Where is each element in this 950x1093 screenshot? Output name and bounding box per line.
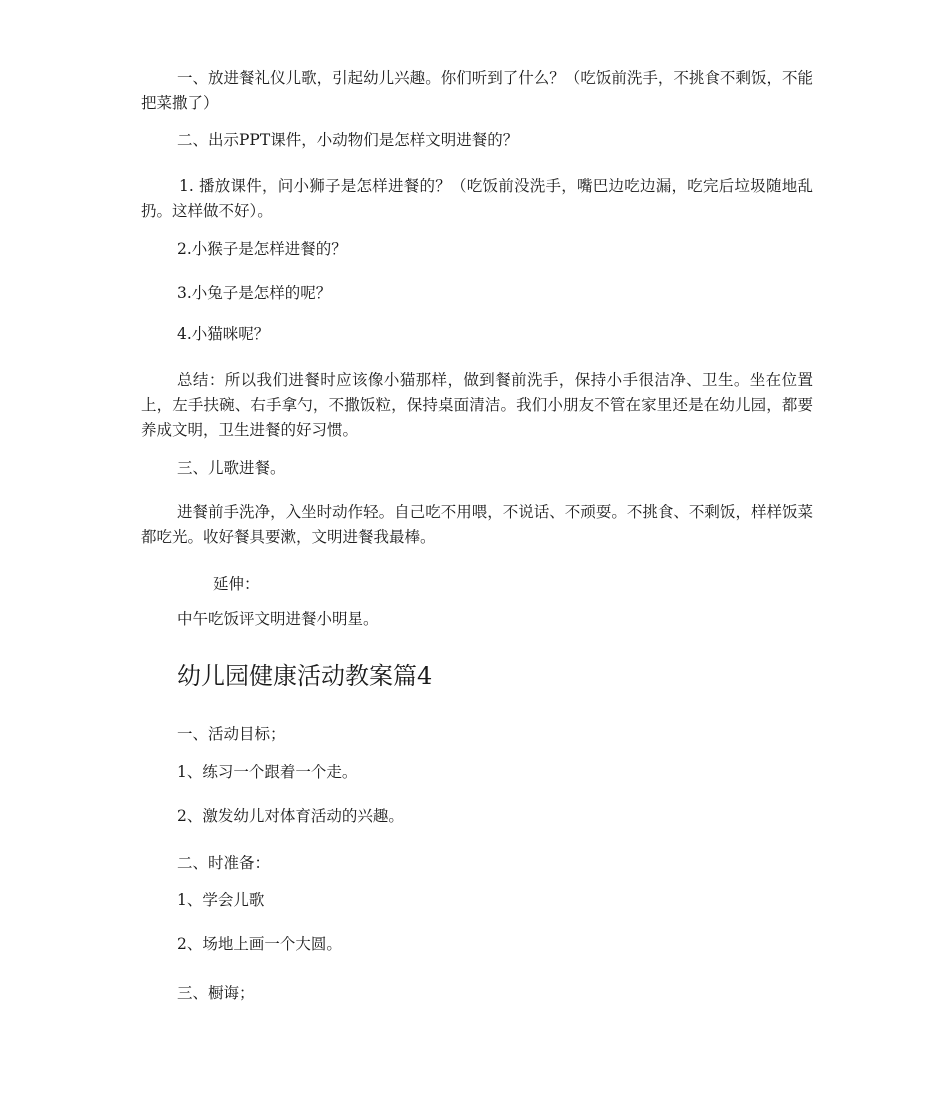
paragraph-extension: 中午吃饭评文明进餐小明星。 <box>177 610 379 628</box>
paragraph-monkey: 2.小猴子是怎样进餐的？ <box>177 240 347 258</box>
list-item: 一、活动目标； <box>177 725 286 743</box>
paragraph-song-section: 三、儿歌进餐。 <box>177 459 286 477</box>
paragraph-intro-song: 一、放进餐礼仪儿歌，引起幼儿兴趣。你们听到了什么？（吃饭前洗手，不挑食不剩饭，不能把菜撒了） <box>141 69 813 112</box>
paragraph-rabbit: 3.小兔子是怎样的呢？ <box>177 284 332 302</box>
list-item: 2、场地上画一个大圆。 <box>177 935 342 953</box>
list-item: 1、练习一个跟着一个走。 <box>177 763 358 781</box>
paragraph-cat: 4.小猫咪呢？ <box>177 325 270 343</box>
section-title: 幼儿园健康活动教案篇4 <box>177 662 433 690</box>
paragraph-summary: 总结：所以我们进餐时应该像小猫那样，做到餐前洗手，保持小手很洁净、卫生。坐在位置上，左手扶碗、右手拿勺，不撒饭粒，保持桌面清洁。我们小朋友不管在家里还是在幼儿园，都要养成文明，卫生进餐的好习惯。 <box>141 371 813 439</box>
paragraph-song-lyrics: 进餐前手洗净，入坐时动作轻。自己吃不用喂，不说话、不顽耍。不挑食、不剩饭，样样饭菜都吃光。收好餐具要漱，文明进餐我最棒。 <box>141 503 813 546</box>
paragraph-lion: 1. 播放课件，问小狮子是怎样进餐的？（吃饭前没洗手，嘴巴边吃边漏，吃完后垃圾随地乱扔。这样做不好）。 <box>141 177 813 220</box>
paragraph-extension-label: 延伸： <box>213 575 260 593</box>
list-item: 二、时准备： <box>177 854 271 872</box>
list-item: 1、学会儿歌 <box>177 891 265 909</box>
paragraph-ppt: 二、出示PPT课件，小动物们是怎样文明进餐的？ <box>177 131 519 149</box>
list-item: 2、激发幼儿对体育活动的兴趣。 <box>177 807 404 825</box>
list-item: 三、橱诲； <box>177 984 255 1002</box>
